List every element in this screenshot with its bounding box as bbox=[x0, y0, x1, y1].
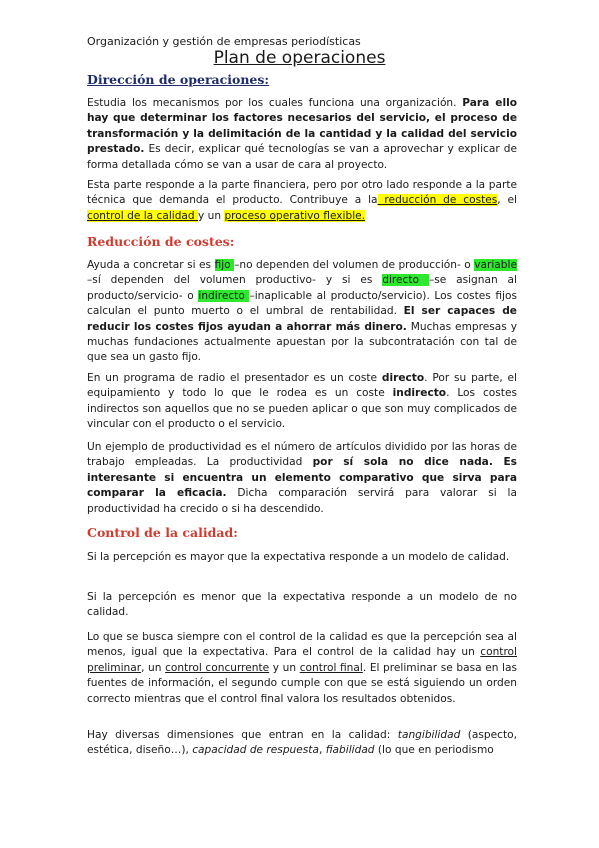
highlight-variable: variable bbox=[474, 259, 517, 271]
text-run: Dicha comparación servirá para valorar si la productividad ha crecido o si ha descendido. bbox=[87, 487, 517, 515]
text-run: Hay diversas dimensiones que entran en la calidad: bbox=[87, 729, 398, 741]
bold-text: El ser capaces de reducir los costes fijos ayudan a ahorrar más dinero. bbox=[87, 305, 517, 333]
highlight-indirecto: indirecto bbox=[198, 289, 250, 302]
paragraph bbox=[87, 728, 517, 759]
paragraph bbox=[87, 630, 517, 707]
text-run: –se asignan al producto/servicio- o bbox=[87, 274, 517, 302]
text-run: . Los costes indirectos son aquellos que no se pueden aplicar o que son muy complicados de vincular con el producto o el servicio. bbox=[87, 387, 517, 431]
running-header: Organización y gestión de empresas periodísticas bbox=[87, 35, 361, 48]
highlight-cost-reduction: reducción de costes bbox=[377, 194, 498, 207]
bold-text: indirecto bbox=[392, 387, 447, 400]
paragraph: Si la percepción es menor que la expectativa responde a un modelo de no calidad. bbox=[87, 591, 517, 619]
underlined-term: control final bbox=[299, 661, 363, 674]
text-run: y un bbox=[198, 209, 225, 222]
paragraph: Si la percepción es mayor que la expectativa responde a un modelo de calidad. bbox=[87, 551, 510, 563]
text-run: –inaplicable al producto/servicio). Los costes fijos calculan el punto muerto o el umbral de rentabilidad. bbox=[87, 289, 517, 318]
text-run: (lo que en periodismo bbox=[374, 744, 494, 757]
text-run: , bbox=[318, 744, 326, 757]
bold-text: directo bbox=[381, 372, 425, 384]
page-title: Plan de operaciones bbox=[213, 48, 386, 68]
text-run: y un bbox=[269, 661, 300, 674]
text-run: Ayuda a concretar si es bbox=[87, 259, 215, 271]
paragraph bbox=[87, 96, 517, 173]
text-run: En un programa de radio el presentador es un coste bbox=[87, 372, 382, 384]
section-heading-operations: Dirección de operaciones: bbox=[87, 72, 270, 87]
text-run: –sí dependen del volumen productivo- y si es bbox=[87, 274, 383, 287]
text-run: . Por su parte, el equipamiento y todo lo que le rodea es un coste bbox=[87, 372, 517, 400]
text-run: Muchas empresas y muchas fundaciones actualmente apuestan por la subcontratación con tal de que sea un gasto fijo. bbox=[87, 320, 517, 364]
italic-term: fiabilidad bbox=[325, 744, 375, 757]
underlined-term: control preliminar bbox=[87, 646, 517, 674]
text-run: , un bbox=[141, 661, 166, 674]
paragraph bbox=[87, 371, 517, 433]
text-run: Estudia los mecanismos por los cuales funciona una organización. bbox=[87, 97, 463, 109]
highlight-directo: directo bbox=[382, 274, 429, 287]
section-heading-quality-control: Control de la calidad: bbox=[87, 525, 238, 540]
text-run: –no dependen del volumen de producción- o bbox=[234, 259, 475, 271]
paragraph bbox=[87, 258, 517, 366]
section-heading-cost-reduction: Reducción de costes: bbox=[87, 234, 235, 249]
underlined-term: control concurrente bbox=[165, 661, 270, 674]
highlight-quality-control: control de la calidad bbox=[87, 209, 199, 222]
paragraph bbox=[87, 440, 517, 517]
highlight-flexible-process: proceso operativo flexible. bbox=[224, 209, 366, 222]
text-run: Es decir, explicar qué tecnologías se van a aprovechar y explicar de forma detallada cómo se van a usar de cara al proyecto. bbox=[87, 143, 517, 171]
text-run: (aspecto, estética, diseño…), bbox=[87, 729, 517, 757]
text-run: Esta parte responde a la parte financiera, pero por otro lado responde a la parte técnica que demanda el producto. Contribuye a la bbox=[87, 179, 517, 207]
bold-text: por sí sola no dice nada. Es interesante si encuentra un elemento comparativo que sirva para comparar la eficacia. bbox=[87, 456, 517, 500]
text-run: Lo que se busca siempre con el control de la calidad es que la percepción sea al menos, igual que la expectativa. Para el control de la calidad hay un bbox=[87, 631, 517, 659]
bold-text: Para ello hay que determinar los factores necesarios del servicio, el proceso de transformación y la delimitación de la cantidad y la calidad del servicio prestado. bbox=[87, 97, 517, 156]
highlight-fijo: fijo bbox=[214, 259, 235, 271]
text-run: . El preliminar se basa en las fuentes de información, el segundo cumple con que se está siguiendo un orden correcto mientras que el control final valora los resultados obtenidos. bbox=[87, 661, 517, 705]
text-run: Un ejemplo de productividad es el número de artículos dividido por las horas de trabajo empleadas. La productividad bbox=[87, 441, 517, 469]
italic-term: capacidad de respuesta bbox=[192, 744, 319, 757]
text-run: , el bbox=[497, 194, 517, 207]
italic-term: tangibilidad bbox=[397, 729, 461, 741]
paragraph bbox=[87, 178, 517, 224]
